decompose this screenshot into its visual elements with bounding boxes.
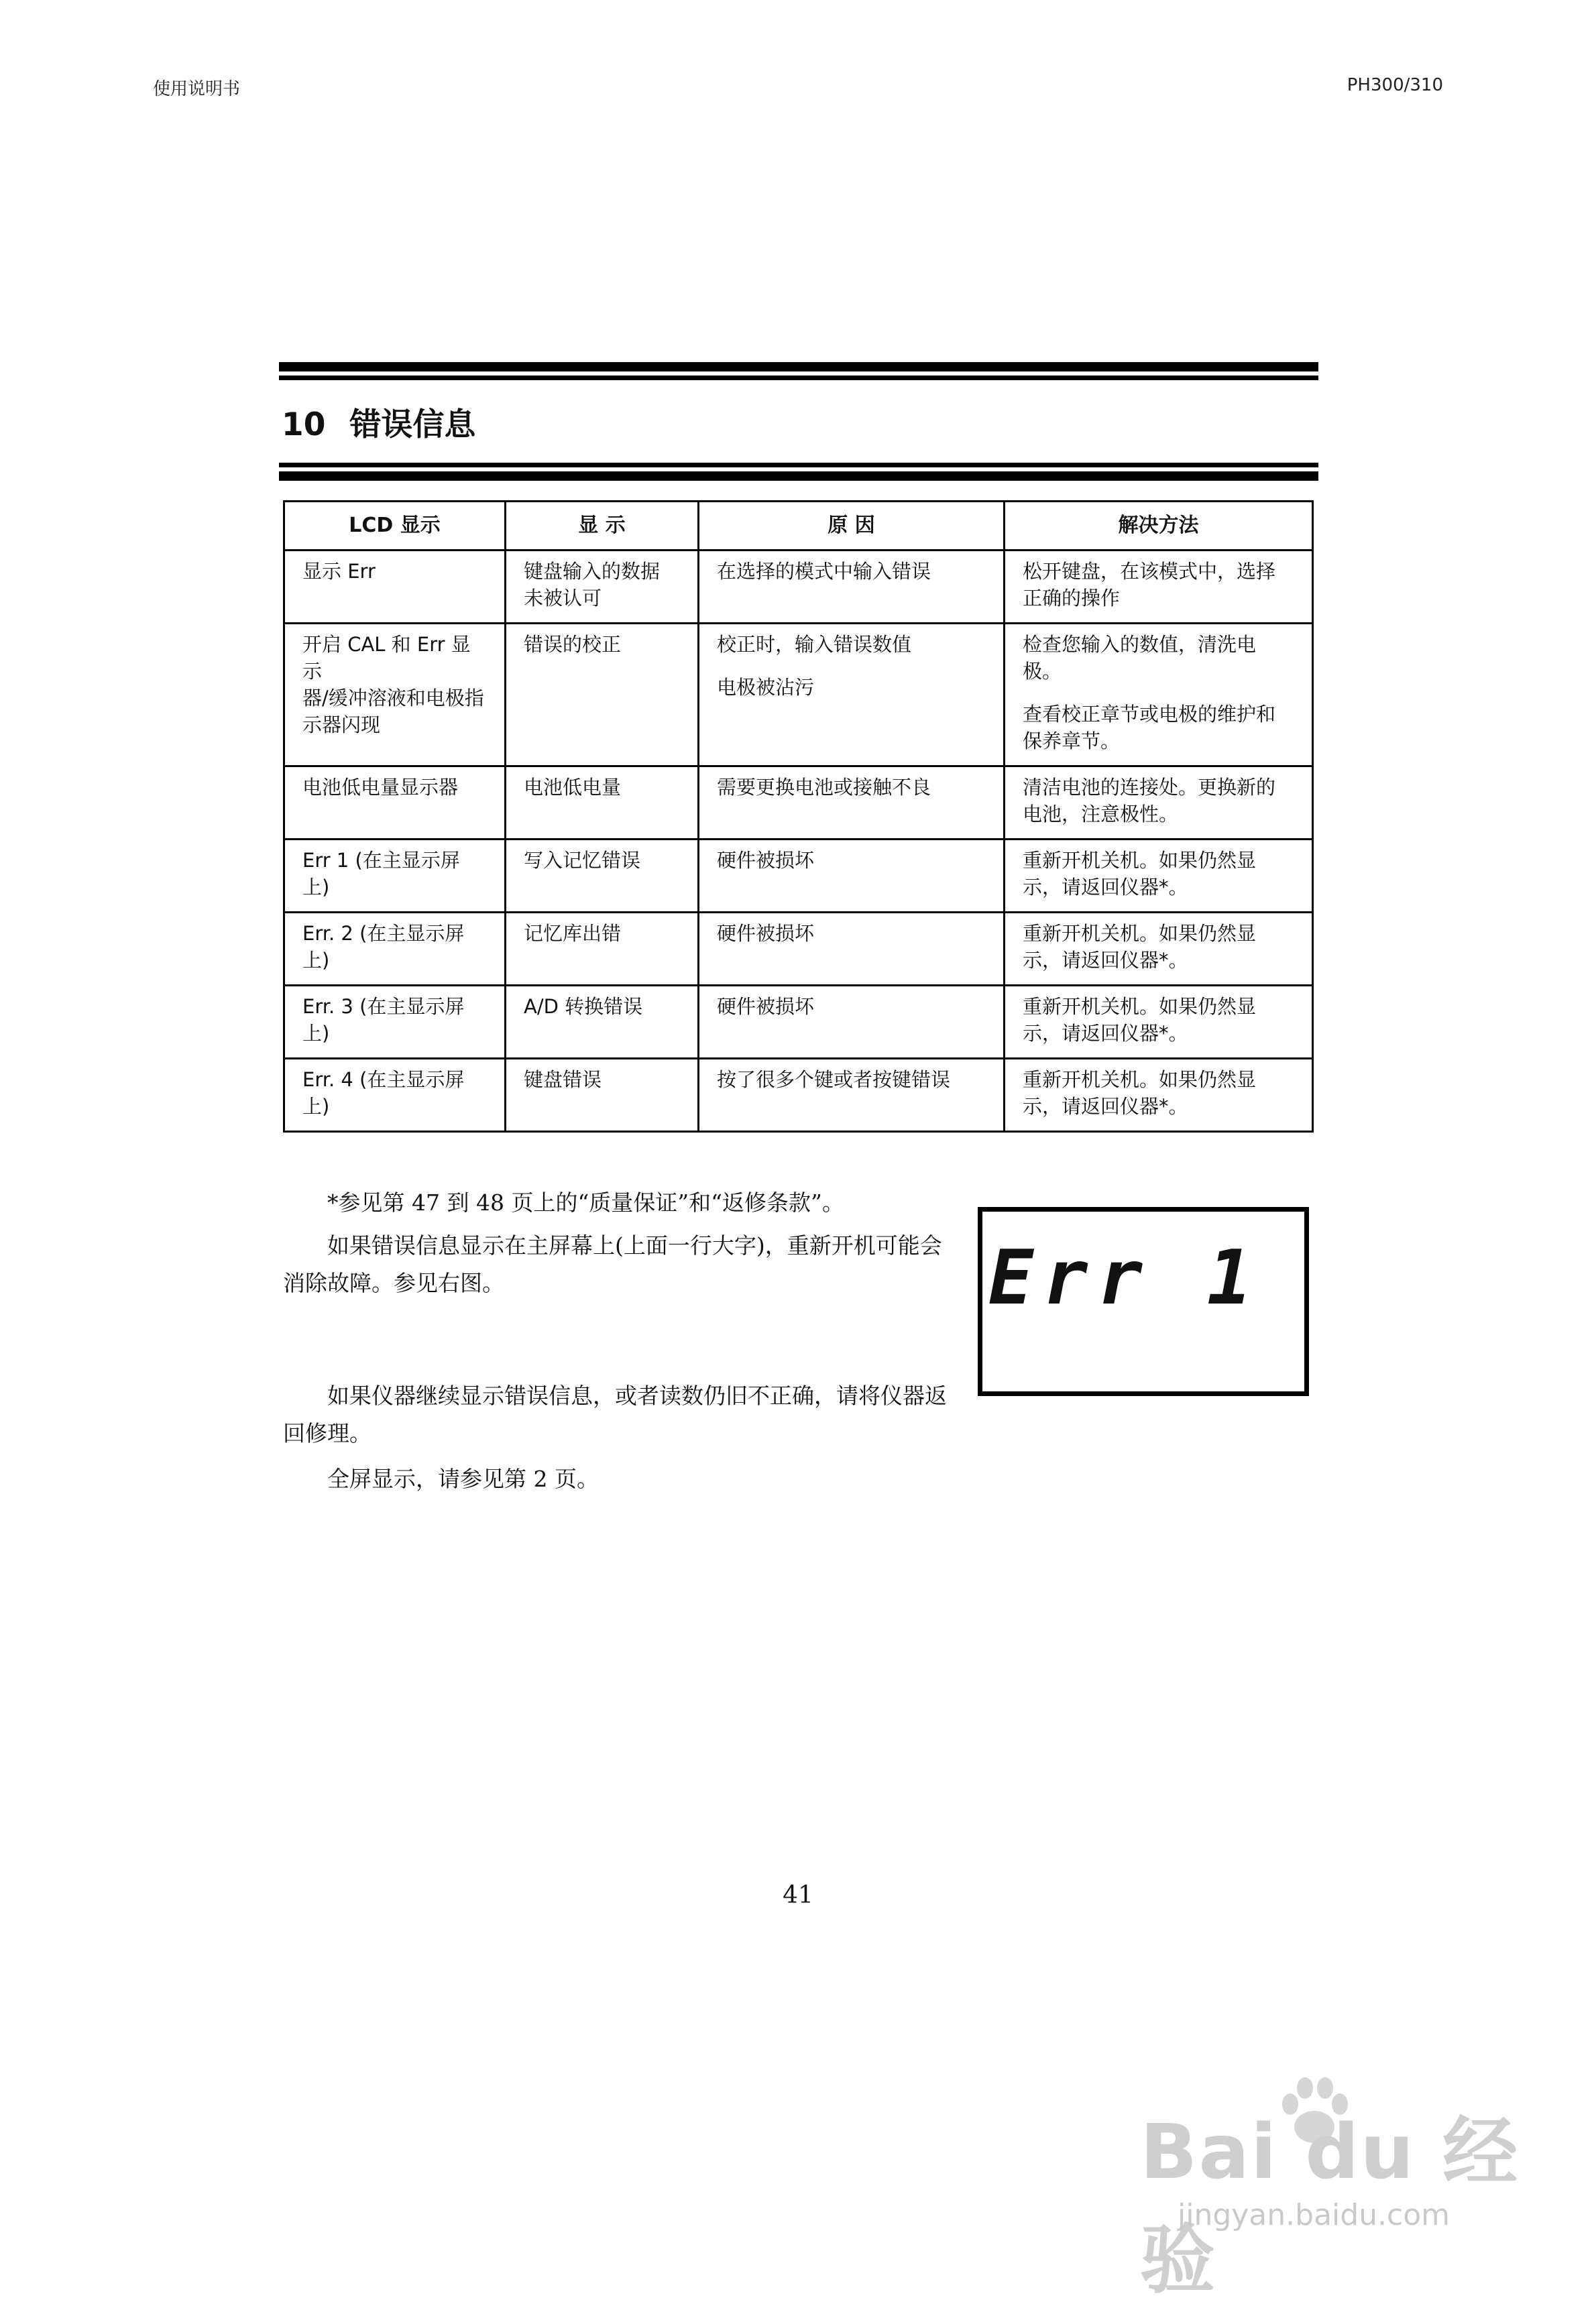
note-return: 如果仪器继续显示错误信息，或者读数仍旧不正确，请将仪器返回修理。	[283, 1383, 947, 1446]
cell-cause: 按了很多个键或者按键错误	[699, 1059, 1005, 1132]
cell-lcd: Err. 4 (在主显示屏上)	[284, 1059, 506, 1132]
cell-solution: 重新开机关机。如果仍然显 示，请返回仪器*。	[1005, 1059, 1313, 1132]
cell-lcd: 电池低电量显示器	[284, 766, 506, 840]
cell-solution: 重新开机关机。如果仍然显 示，请返回仪器*。	[1005, 986, 1313, 1059]
notes	[283, 1184, 954, 1498]
header-left: 使用说明书	[153, 79, 241, 99]
note-restart: 如果错误信息显示在主屏幕上(上面一行大字)，重新开机可能会消除故障。参见右图。	[283, 1232, 942, 1296]
cell-cause: 需要更换电池或接触不良	[699, 766, 1005, 840]
table-row	[284, 551, 1313, 624]
cell-lcd: 开启 CAL 和 Err 显示 器/缓冲溶液和电极指 示器闪现	[284, 624, 506, 766]
table-row	[284, 1059, 1313, 1132]
cell-solution: 松开键盘，在该模式中，选择 正确的操作	[1005, 551, 1313, 624]
watermark-logo: Bai du 经验	[1140, 2109, 1520, 2304]
top-rule	[279, 362, 1318, 380]
cell-cause: 硬件被损坏	[699, 986, 1005, 1059]
cell-display: 键盘输入的数据 未被认可	[506, 551, 699, 624]
cell-display: 键盘错误	[506, 1059, 699, 1132]
cell-lcd: 显示 Err	[284, 551, 506, 624]
table-row	[284, 913, 1313, 986]
bottom-rule	[279, 463, 1318, 481]
cell-display: 电池低电量	[506, 766, 699, 840]
section-title	[282, 400, 475, 445]
table-row	[284, 840, 1313, 913]
col-header-solution: 解决方法	[1005, 502, 1313, 551]
cell-cause: 校正时，输入错误数值 电极被沾污	[699, 624, 1005, 766]
col-header-lcd: LCD 显示	[284, 502, 506, 551]
cell-display: A/D 转换错误	[506, 986, 699, 1059]
col-header-cause: 原 因	[699, 502, 1005, 551]
lcd-readout: Err 1	[988, 1234, 1261, 1322]
table-row	[284, 766, 1313, 840]
cell-lcd: Err. 2 (在主显示屏上)	[284, 913, 506, 986]
cell-solution: 重新开机关机。如果仍然显 示，请返回仪器*。	[1005, 840, 1313, 913]
cell-lcd: Err 1 (在主显示屏上)	[284, 840, 506, 913]
section-number: 10	[282, 406, 326, 443]
cell-display: 写入记忆错误	[506, 840, 699, 913]
page-number: 41	[783, 1882, 813, 1909]
watermark-url: jingyan.baidu.com	[1178, 2198, 1450, 2232]
watermark	[1113, 2065, 1542, 2304]
table-row	[284, 624, 1313, 766]
cell-cause: 硬件被损坏	[699, 840, 1005, 913]
cell-lcd: Err. 3 (在主显示屏上)	[284, 986, 506, 1059]
note-fullscreen: 全屏显示，请参见第 2 页。	[327, 1466, 599, 1492]
cell-cause: 在选择的模式中输入错误	[699, 551, 1005, 624]
lcd-figure	[978, 1207, 1309, 1396]
error-table	[283, 500, 1314, 1133]
table-row	[284, 986, 1313, 1059]
cell-display: 记忆库出错	[506, 913, 699, 986]
cell-display: 错误的校正	[506, 624, 699, 766]
section-heading: 错误信息	[349, 406, 476, 443]
cell-solution: 重新开机关机。如果仍然显 示，请返回仪器*。	[1005, 913, 1313, 986]
header-right: PH300/310	[1347, 75, 1443, 95]
cell-solution: 检查您输入的数值，清洗电 极。 查看校正章节或电极的维护和 保养章节。	[1005, 624, 1313, 766]
note-warranty: *参见第 47 到 48 页上的“质量保证”和“返修条款”。	[327, 1190, 844, 1216]
col-header-display: 显 示	[506, 502, 699, 551]
cell-solution: 清洁电池的连接处。更换新的 电池，注意极性。	[1005, 766, 1313, 840]
cell-cause: 硬件被损坏	[699, 913, 1005, 986]
table-header-row	[284, 502, 1313, 551]
